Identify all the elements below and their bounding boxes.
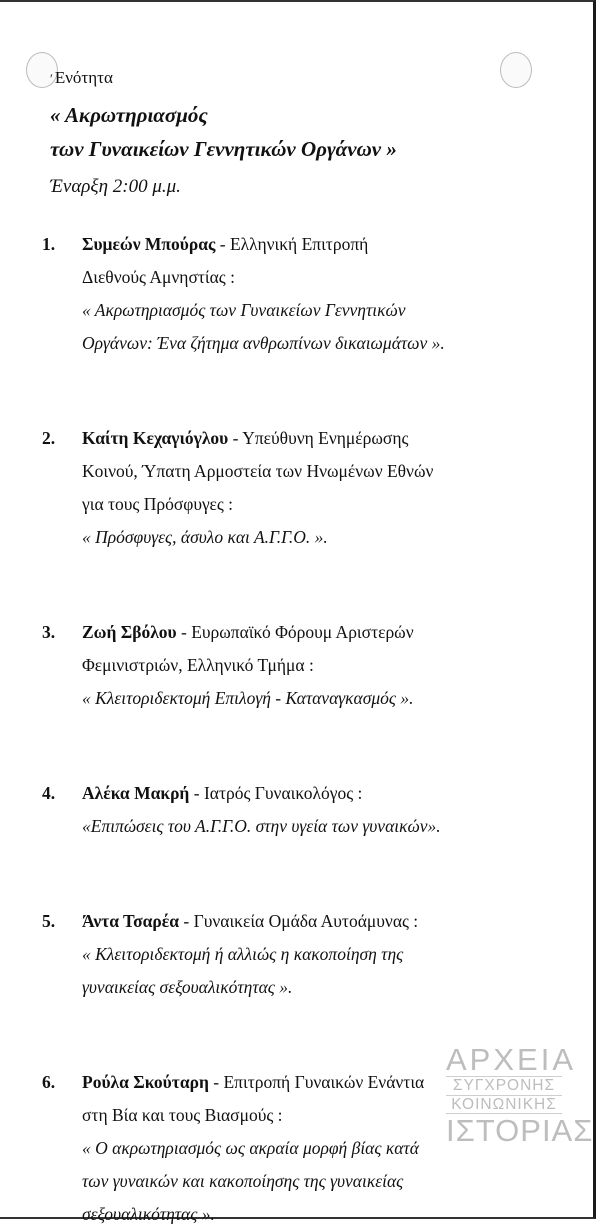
affiliation-cont: στη Βία και τους Βιασμούς : <box>82 1105 283 1125</box>
watermark-line1: ΑΡΧΕΙΑ <box>446 1042 576 1077</box>
watermark-line3: ΚΟΙΝΩΝΙΚΗΣ <box>451 1095 557 1113</box>
section-mark: ′ <box>50 71 53 86</box>
section-word: Ενότητα <box>54 68 113 87</box>
session-title-line1: « Ακρωτηριασμός <box>50 103 208 127</box>
speaker-name: Αλέκα Μακρή <box>82 783 190 803</box>
archive-watermark <box>446 1042 594 1148</box>
talk-number: 6. <box>42 1072 56 1092</box>
talk-title-cont: των γυναικών και κακοποίησης της γυναικείας <box>82 1171 404 1191</box>
affiliation-cont: Κοινού, Ύπατη Αρμοστεία των Ηνωμένων Εθνών <box>82 461 434 481</box>
affiliation: - Υπεύθυνη Ενημέρωσης <box>228 428 409 448</box>
affiliation: - Ιατρός Γυναικολόγος : <box>189 783 363 803</box>
affiliation-cont: Φεμινιστριών, Ελληνικό Τμήμα : <box>82 655 314 675</box>
watermark-line2: ΣΥΓΧΡΟΝΗΣ <box>452 1077 556 1094</box>
speaker-name: Καίτη Κεχαγιόγλου <box>82 428 229 448</box>
start-time: Έναρξη 2:00 μ.μ. <box>50 176 181 197</box>
affiliation: - Ελληνική Επιτροπή <box>215 234 369 254</box>
punch-hole-right <box>500 52 532 88</box>
affiliation-cont: για τους Πρόσφυγες : <box>82 494 234 514</box>
affiliation-cont: Διεθνούς Αμνηστίας : <box>82 267 235 287</box>
talk-title-cont: Οργάνων: Ένα ζήτημα ανθρωπίνων δικαιωμάτων ». <box>82 333 445 353</box>
talk-title-cont: γυναικείας σεξουαλικότητας ». <box>82 977 293 997</box>
talk-item-5 <box>42 905 562 1004</box>
talk-title: « Ο ακρωτηριασμός ως ακραία μορφή βίας κατά <box>82 1138 419 1158</box>
talk-number: 2. <box>42 428 56 448</box>
speaker-name: Συμεών Μπούρας <box>82 234 216 254</box>
speaker-name: Ρούλα Σκούταρη <box>82 1072 209 1092</box>
talk-title: « Πρόσφυγες, άσυλο και Α.Γ.Γ.Ο. ». <box>82 527 328 547</box>
talk-item-4 <box>42 777 562 843</box>
talk-item-1 <box>42 228 562 360</box>
speaker-name: Ζωή Σβόλου <box>82 622 177 642</box>
session-header <box>50 68 397 198</box>
talk-title-cont: σεξουαλικότητας ». <box>82 1204 215 1224</box>
talk-number: 3. <box>42 622 56 642</box>
talk-title: « Κλειτοριδεκτομή ή αλλιώς η κακοποίηση της <box>82 944 404 964</box>
talk-number: 1. <box>42 234 56 254</box>
talk-number: 4. <box>42 783 56 803</box>
talk-number: 5. <box>42 911 56 931</box>
talk-title: «Επιπώσεις του Α.Γ.Γ.Ο. στην υγεία των γυναικών». <box>82 816 441 836</box>
section-label <box>50 68 397 88</box>
watermark-line4: ΙΣΤΟΡΙΑΣ <box>446 1113 594 1148</box>
talk-item-3 <box>42 616 562 715</box>
talk-title: « Κλειτοριδεκτομή Επιλογή - Καταναγκασμός ». <box>82 688 414 708</box>
affiliation: - Επιτροπή Γυναικών Ενάντια <box>208 1072 425 1092</box>
affiliation: - Γυναικεία Ομάδα Αυτοάμυνας : <box>179 911 419 931</box>
session-title-line2: των Γυναικείων Γεννητικών Οργάνων » <box>50 137 397 161</box>
talk-item-2 <box>42 422 562 554</box>
speaker-name: Άντα Τσαρέα <box>82 911 180 931</box>
affiliation: - Ευρωπαϊκό Φόρουμ Αριστερών <box>176 622 414 642</box>
talk-title: « Ακρωτηριασμός των Γυναικείων Γεννητικών <box>82 300 406 320</box>
